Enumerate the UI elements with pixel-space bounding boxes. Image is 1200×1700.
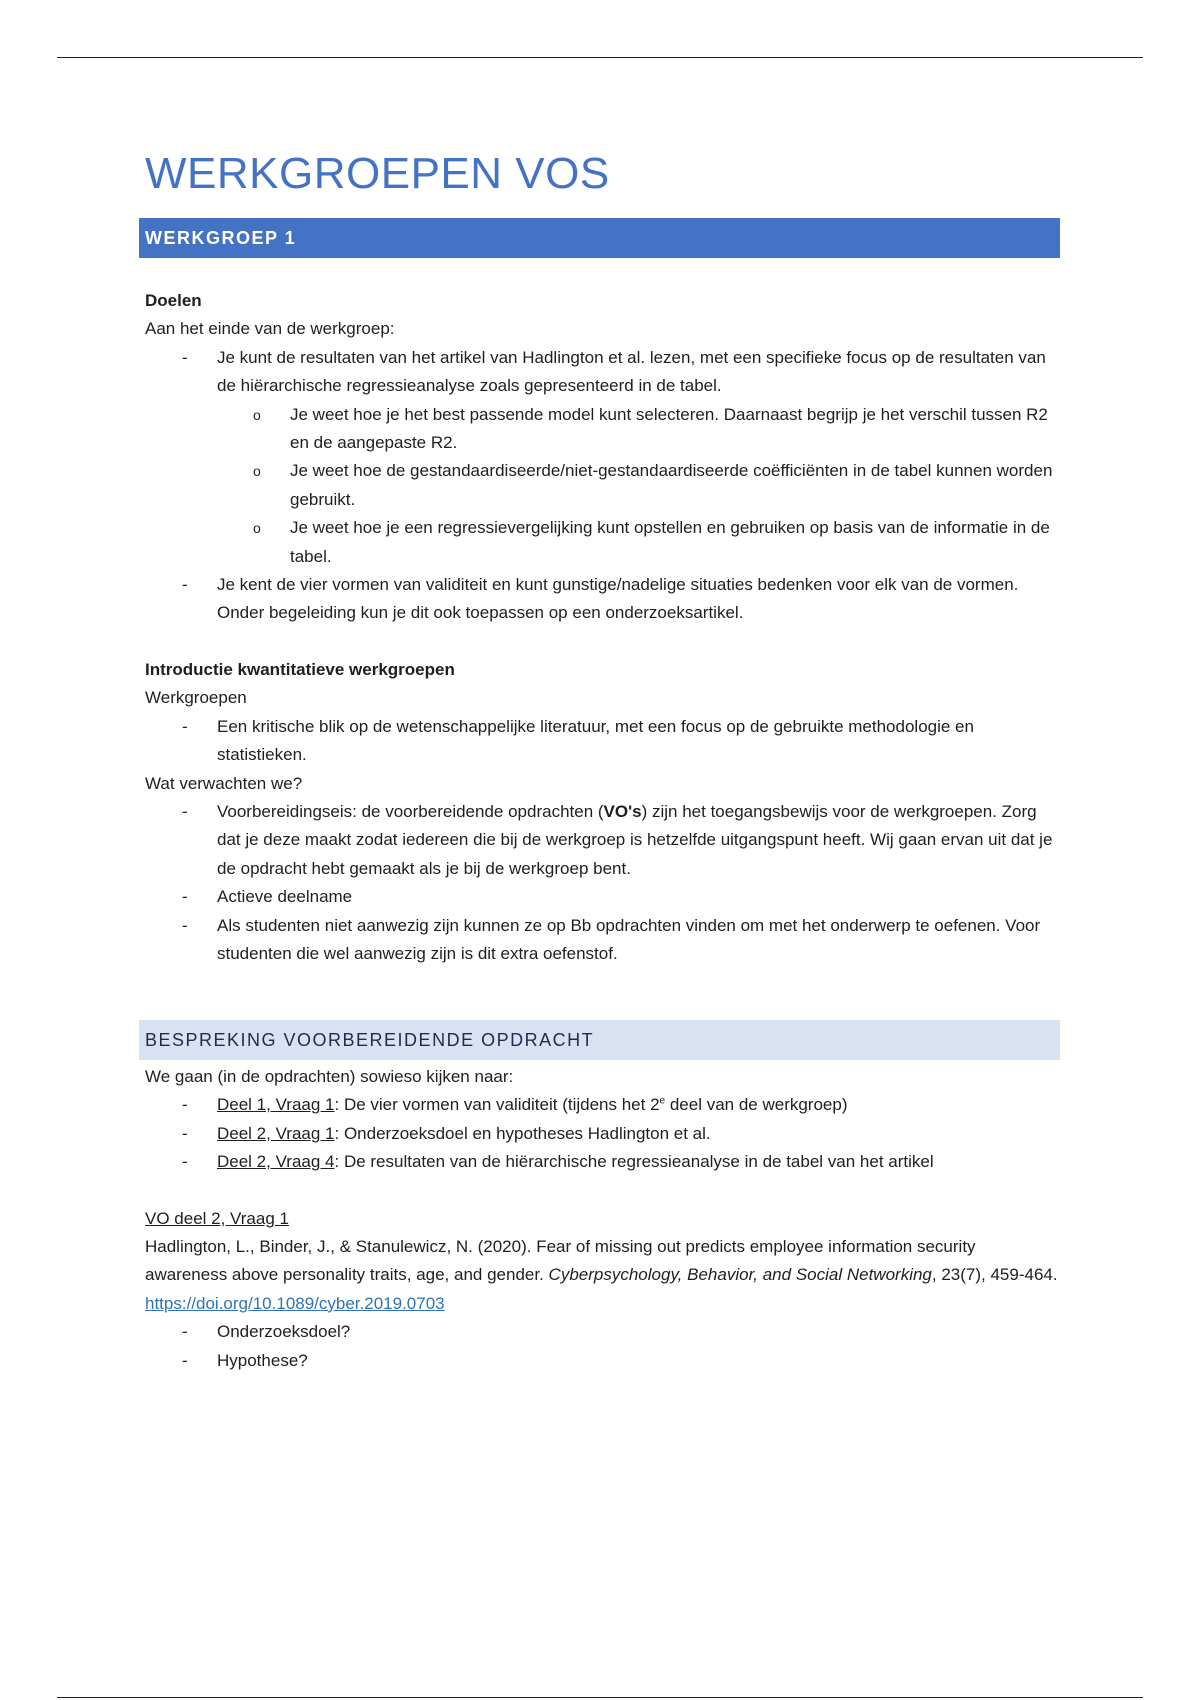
verwachten-item-1-pre: Voorbereidingseis: de voorbereidende opdrachten ( <box>217 801 604 821</box>
werkgroepen-item <box>145 713 1060 770</box>
bullet-marker: - <box>182 1350 188 1370</box>
question-text-2: Hypothese? <box>217 1350 308 1370</box>
bespreking-item-3 <box>145 1148 1060 1176</box>
section-bespreking-body <box>145 1063 1060 1375</box>
doi-link[interactable]: https://doi.org/10.1089/cyber.2019.0703 <box>145 1293 445 1313</box>
bullet-marker: - <box>182 1322 188 1342</box>
bespreking-item-2-label: Deel 2, Vraag 1 <box>217 1123 335 1143</box>
section-heading-werkgroep-1: WERKGROEP 1 <box>139 218 1060 258</box>
section-werkgroep-1-body <box>145 287 1060 968</box>
bullet-marker: - <box>182 915 188 935</box>
verwachten-item-2 <box>145 883 1060 911</box>
bullet-marker: - <box>182 575 188 595</box>
reference-journal: Cyberpsychology, Behavior, and Social Networking <box>548 1265 932 1285</box>
doelen-heading: Doelen <box>145 291 202 310</box>
verwachten-label: Wat verwachten we? <box>145 773 303 793</box>
circle-bullet-icon: o <box>253 406 261 423</box>
goal-subtext-3: Je weet hoe je een regressievergelijking kunt opstellen en gebruiken op basis van de informatie in de tabel. <box>290 518 1050 566</box>
verwachten-item-1-post: ) zijn het toegangsbewijs voor de werkgroepen. Zorg dat je deze maakt zodat iedereen die bij de werkgroep is hetzelfde uitgangspunt heeft. Wij gaan ervan uit dat je de opdracht hebt gemaakt als je bij de werkgroep bent. <box>217 801 1053 878</box>
bespreking-item-2-text: : Onderzoeksdoel en hypotheses Hadlington et al. <box>334 1123 711 1143</box>
goal-text-1: Je kunt de resultaten van het artikel van Hadlington et al. lezen, met een specifieke focus op de resultaten van de hiërarchische regressieanalyse zoals gepresenteerd in de tabel. <box>217 347 1046 396</box>
goal-subitem-1 <box>145 401 1060 458</box>
bullet-marker: - <box>182 1095 188 1115</box>
werkgroepen-item-text: Een kritische blik op de wetenschappelijke literatuur, met een focus op de gebruikte methodologie en statistieken. <box>217 716 974 765</box>
bullet-marker: - <box>182 716 188 736</box>
goal-text-2: Je kent de vier vormen van validiteit en kunt gunstige/nadelige situaties bedenken voor elk van de vormen. Onder begeleiding kun je dit ook toepassen op een onderzoeksartikel. <box>217 575 1019 623</box>
verwachten-item-1 <box>145 798 1060 883</box>
bullet-marker: - <box>182 1152 188 1172</box>
header-rule <box>57 57 1143 58</box>
document-title: WERKGROEPEN VOS <box>145 149 610 198</box>
section-heading-bespreking: BESPREKING VOORBEREIDENDE OPDRACHT <box>139 1020 1060 1060</box>
goal-subitem-2 <box>145 457 1060 514</box>
bespreking-item-1 <box>145 1091 1060 1119</box>
intro-heading: Introductie kwantitatieve werkgroepen <box>145 659 455 679</box>
bullet-marker: - <box>182 347 188 367</box>
goal-item-2 <box>145 571 1060 628</box>
question-text-1: Onderzoeksdoel? <box>217 1322 351 1342</box>
superscript-e: e <box>659 1095 666 1107</box>
vos-term: VO's <box>603 801 642 821</box>
goal-subitem-3 <box>145 514 1060 571</box>
question-item-2 <box>145 1347 1060 1375</box>
bespreking-item-1-post: deel van de werkgroep) <box>665 1095 848 1115</box>
footer-rule <box>57 1697 1143 1698</box>
reference <box>145 1233 1060 1318</box>
reference-authors: Hadlington, L., Binder, J., & Stanulewicz, N. (2020). Fear of missing out predicts employee information security awareness above personality traits, age, and gender. <box>145 1237 976 1285</box>
circle-bullet-icon: o <box>253 520 261 537</box>
verwachten-item-2-text: Actieve deelname <box>217 887 353 907</box>
bespreking-item-1-text: : De vier vormen van validiteit (tijdens het 2 <box>334 1095 660 1115</box>
goal-item-1 <box>145 344 1060 401</box>
bullet-marker: - <box>182 801 188 821</box>
werkgroepen-label: Werkgroepen <box>145 688 247 708</box>
bespreking-item-2 <box>145 1120 1060 1148</box>
goal-subtext-2: Je weet hoe de gestandaardiseerde/niet-gestandaardiseerde coëfficiënten in de tabel kunnen worden gebruikt. <box>290 461 1053 509</box>
vo-heading: VO deel 2, Vraag 1 <box>145 1208 289 1228</box>
bullet-marker: - <box>182 1123 188 1143</box>
question-item-1 <box>145 1318 1060 1346</box>
verwachten-item-3 <box>145 912 1060 969</box>
doelen-intro: Aan het einde van de werkgroep: <box>145 319 395 339</box>
bespreking-intro: We gaan (in de opdrachten) sowieso kijken naar: <box>145 1067 514 1086</box>
bullet-marker: - <box>182 887 188 907</box>
bespreking-item-3-label: Deel 2, Vraag 4 <box>217 1152 335 1172</box>
verwachten-item-3-text: Als studenten niet aanwezig zijn kunnen ze op Bb opdrachten vinden om met het onderwerp te oefenen. Voor studenten die wel aanwezig zijn is dit extra oefenstof. <box>217 915 1041 963</box>
goal-subtext-1: Je weet hoe je het best passende model kunt selecteren. Daarnaast begrijp je het verschil tussen R2 en de aangepaste R2. <box>290 404 1048 453</box>
bespreking-item-1-label: Deel 1, Vraag 1 <box>217 1095 335 1115</box>
reference-volume: , 23(7), 459-464. <box>931 1265 1058 1285</box>
bespreking-item-3-text: : De resultaten van de hiërarchische regressieanalyse in de tabel van het artikel <box>334 1152 934 1172</box>
circle-bullet-icon: o <box>253 463 261 480</box>
